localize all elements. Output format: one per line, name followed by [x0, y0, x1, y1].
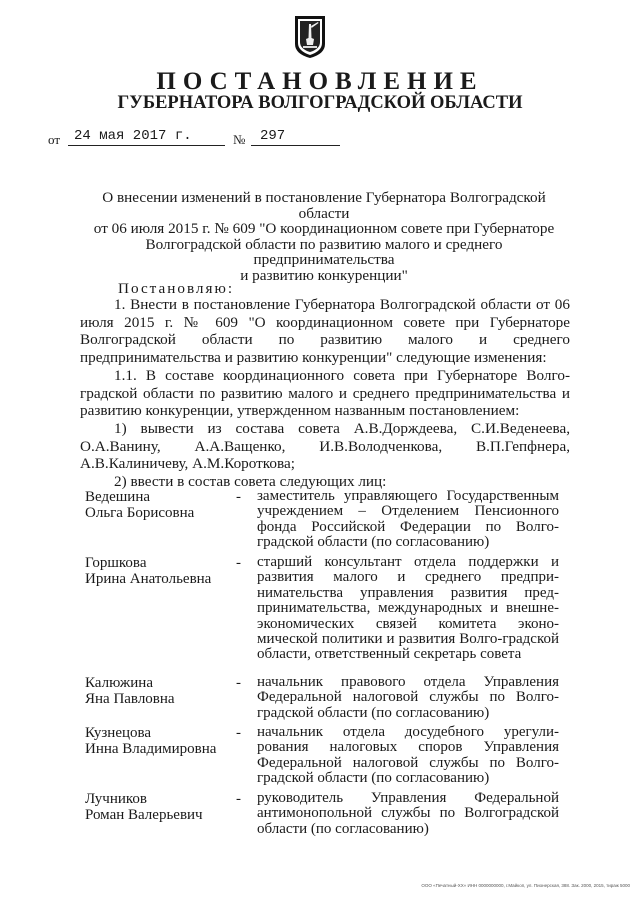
subject-line: Волгоградской области по развитию малого и среднего предпринимательства: [145, 235, 503, 268]
paragraph-1-1: 1.1. В составе координационного совета при Губернаторе Волго-градской области по развитию малого и среднего предпринимательства и развитию конкуренции, утвержденном названным постановлением:: [80, 366, 570, 420]
member-description: начальник правового отдела Управления Федеральной налоговой службы по Волго-градской области (по согласованию): [257, 674, 559, 721]
member-surname: Ведешина: [85, 489, 151, 505]
paragraph-1-1-1: 1) вывести из состава совета А.В.Дорждеева, С.И.Веденеева, О.А.Ванину, А.А.Ващенко, И.В.Володченкова, В.П.Гепфнера, А.В.Калиничеву, А.М.Короткова;: [80, 419, 570, 473]
member-given-name: Яна Павловна: [85, 691, 175, 707]
member-description: старший консультант отдела поддержки и развития малого и среднего предпри-нимательства управления развития пред-принимательства, международных и внешне-экономических связей комитета эконо-мической политики и развития Волго-градской области, ответственный секретарь совета: [257, 554, 559, 663]
member-given-name: Инна Владимировна: [85, 741, 217, 757]
member-name: [85, 791, 235, 823]
subject-line: О внесении изменений в постановление Губернатора Волгоградской области: [102, 189, 546, 222]
member-entry: [80, 554, 570, 663]
document-number: 297: [260, 128, 286, 144]
member-description: начальник отдела досудебного урегули-рования налоговых споров Управления Федеральной налоговой службы по Волго-градской области (по согласованию): [257, 724, 559, 787]
member-name: [85, 675, 235, 707]
number-underline: [251, 145, 340, 146]
member-dash: -: [236, 489, 241, 505]
member-entry: [80, 790, 570, 837]
volgograd-emblem-icon: [293, 14, 327, 60]
member-name: [85, 725, 235, 757]
paragraph-1: 1. Внести в постановление Губернатора Волгоградской области от 06 июля 2015 г. № 609 "О координационном совете при Губернаторе Волгоградской области по развитию малого и среднего предпринимательства и развитию конкуренции" следующие изменения:: [80, 296, 570, 367]
member-dash: -: [236, 791, 241, 807]
member-entry: [80, 488, 570, 551]
date-from-label: от: [48, 132, 61, 147]
date-number-row: [48, 128, 348, 148]
subject-line: и развитию конкуренции": [240, 266, 408, 284]
member-description: заместитель управляющего Государственным учреждением – Отделением Пенсионного фонда Российской Федерации по Волго-градской области (по согласованию): [257, 488, 559, 551]
member-given-name: Ольга Борисовна: [85, 505, 195, 521]
member-description: руководитель Управления Федеральной антимонопольной службы по Волгоградской области (по согласованию): [257, 790, 559, 837]
document-date: 24 мая 2017 г.: [74, 128, 192, 144]
document-title: ПОСТАНОВЛЕНИЕ: [156, 68, 484, 95]
member-surname: Горшкова: [85, 555, 147, 571]
member-entry: [80, 724, 570, 787]
member-entry: [80, 674, 570, 721]
number-label: №: [233, 132, 246, 147]
document-subtitle: ГУБЕРНАТОРА ВОЛГОГРАДСКОЙ ОБЛАСТИ: [117, 93, 523, 113]
member-surname: Лучников: [85, 791, 148, 807]
member-surname: Кузнецова: [85, 725, 152, 741]
date-underline: [68, 145, 225, 146]
body-text: [80, 296, 570, 491]
member-name: [85, 489, 235, 521]
member-surname: Калюжина: [85, 675, 153, 691]
decree-word: Постановляю:: [118, 280, 235, 297]
subject-line: от 06 июля 2015 г. № 609 "О координационном совете при Губернаторе: [93, 220, 555, 237]
member-given-name: Роман Валерьевич: [85, 807, 203, 823]
member-name: [85, 555, 235, 587]
paragraph-1-1-2: 2) ввести в состав совета следующих лиц:: [114, 473, 387, 491]
member-dash: -: [236, 725, 241, 741]
member-dash: -: [236, 675, 241, 691]
member-given-name: Ирина Анатольевна: [85, 571, 212, 587]
document-subject: [78, 190, 570, 283]
member-dash: -: [236, 555, 241, 571]
printer-imprint: ООО «Печатный-ХХ» ИНН 0000000000, г.Майкоп, ул. Пионерская, 388. Зак. 2000, 2015, тираж 5000: [421, 883, 630, 888]
